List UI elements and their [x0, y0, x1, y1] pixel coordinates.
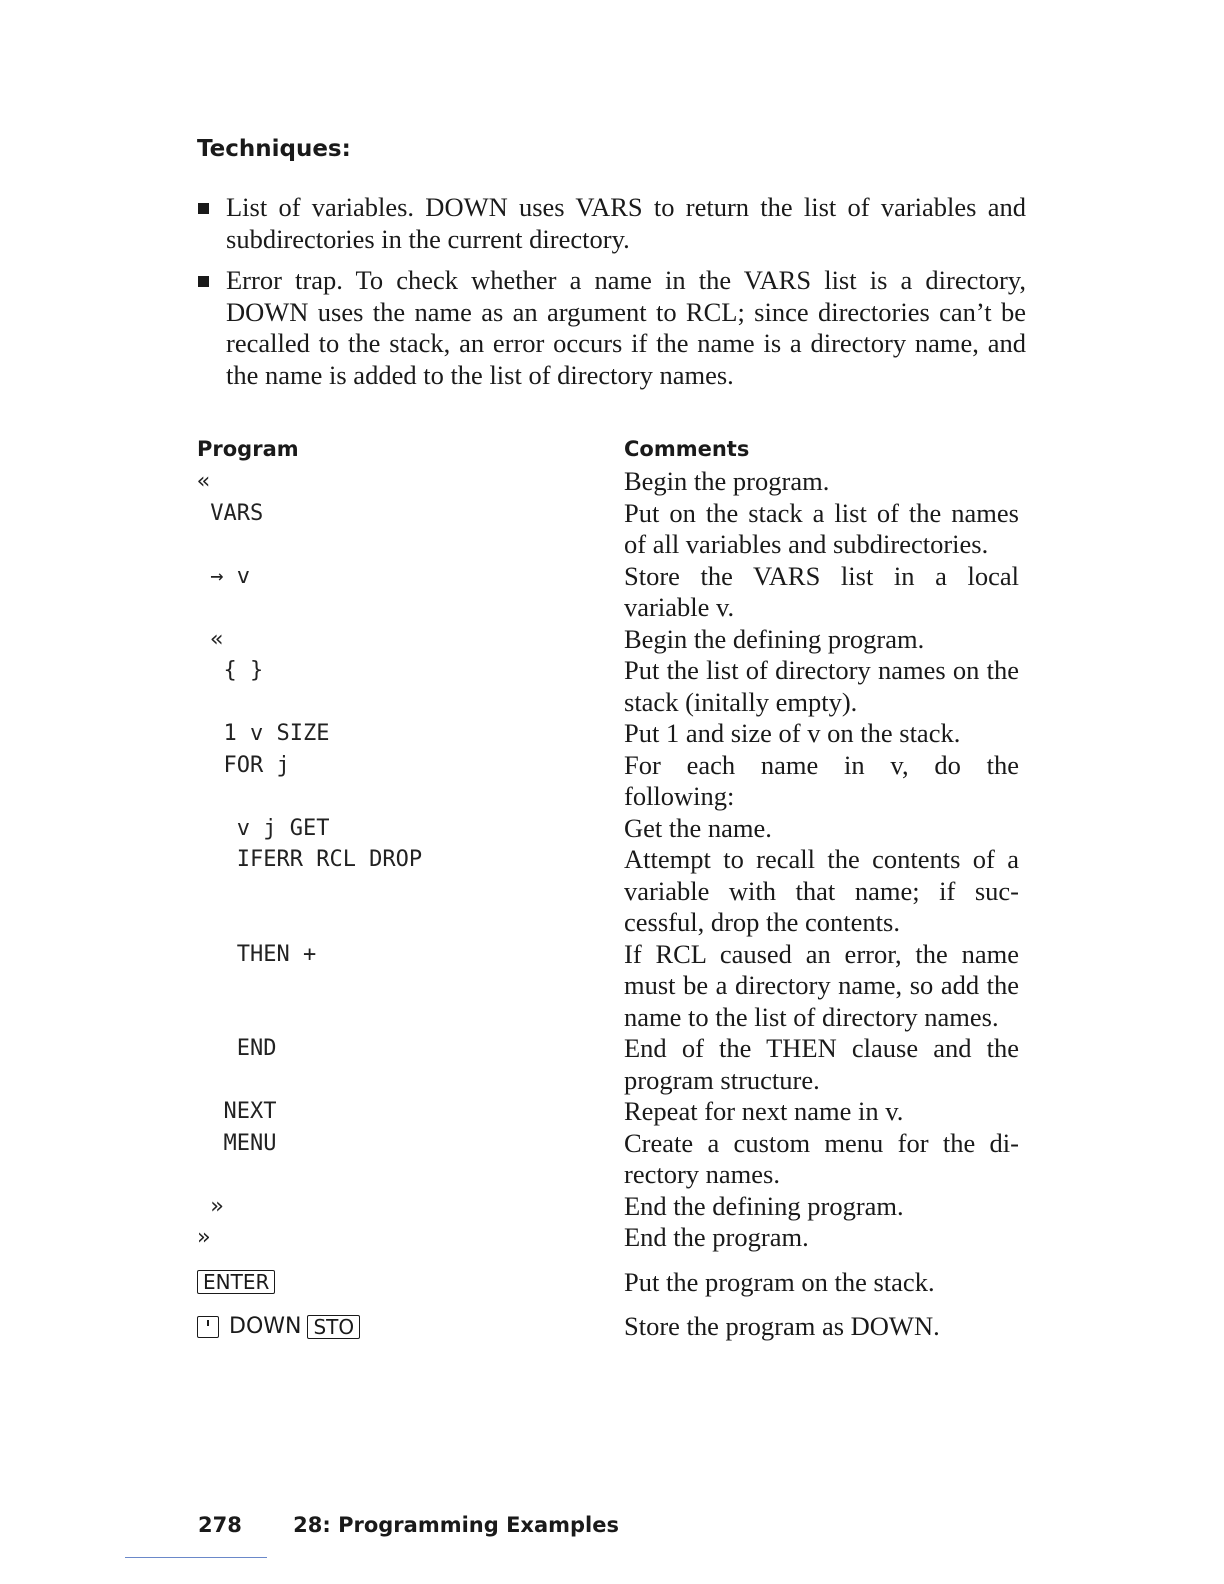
program-row [197, 1128, 1027, 1191]
comment-text: End the defining program. [624, 1190, 904, 1221]
code-line: v j GET [197, 815, 330, 841]
bullet-item [196, 192, 1026, 255]
comment-text: Attempt to recall the contents of a variable with that name; if successful, drop the contents. [624, 844, 1019, 937]
bullet-item [196, 265, 1026, 391]
keystroke-sequence [197, 1311, 624, 1343]
comment-text: Repeat for next name in v. [624, 1096, 904, 1126]
bullet-square-icon [198, 203, 209, 214]
program-row [197, 813, 1027, 845]
comment-text: Store the program as DOWN. [624, 1311, 940, 1341]
footer-rule [125, 1557, 267, 1558]
code-line: MENU [197, 1130, 277, 1156]
page-footer [198, 1513, 619, 1537]
code-line: « [197, 626, 224, 652]
comment-text: End the program. [624, 1222, 809, 1252]
comments-column-header: Comments [624, 437, 750, 461]
comment-text: Create a custom menu for the directory names. [624, 1127, 1019, 1189]
code-line: END [197, 1036, 277, 1061]
keystroke-row [197, 1311, 1027, 1343]
code-line: { } [197, 658, 264, 683]
keystroke-row [197, 1267, 1027, 1299]
comment-text: If RCL caused an error, the name must be a directory name, so add the name to the list of directory names. [624, 938, 1019, 1032]
keystroke-sequence [197, 1267, 624, 1299]
bullet-list [196, 192, 1026, 401]
page-number: 278 [198, 1513, 242, 1537]
code-line: VARS [197, 500, 264, 526]
program-column-header: Program [197, 437, 299, 461]
program-row [197, 750, 1027, 813]
program-row [197, 1033, 1027, 1096]
comment-text: Put on the stack a list of the names of all variables and subdirectories. [624, 497, 1019, 559]
program-name: DOWN [229, 1314, 302, 1339]
program-row [197, 1222, 1027, 1254]
code-line: 1 v SIZE [197, 721, 330, 746]
program-row [197, 939, 1027, 1034]
comment-text: Begin the defining program. [624, 623, 925, 654]
enter-key: ENTER [197, 1270, 275, 1294]
program-row [197, 1096, 1027, 1128]
bullet-text: List of variables. DOWN uses VARS to return the list of variables and subdirectories in the current directory. [226, 192, 1026, 254]
code-line: « [197, 469, 211, 494]
program-row [197, 844, 1027, 939]
program-row [197, 498, 1027, 561]
comment-text: End of the THEN clause and the program structure. [624, 1033, 1019, 1095]
code-line: → v [197, 563, 250, 589]
comment-text: Store the VARS list in a local variable v. [624, 560, 1019, 622]
bullet-square-icon [198, 276, 209, 287]
program-row [197, 718, 1027, 750]
code-line: » [197, 1225, 211, 1250]
program-row [197, 561, 1027, 624]
comment-text: For each name in v, do the following: [624, 749, 1019, 811]
sto-key: STO [307, 1315, 360, 1339]
program-listing [197, 466, 1027, 1343]
comment-text: Put 1 and size of v on the stack. [624, 718, 961, 748]
comment-text: Put the list of directory names on the stack (initally empty). [624, 655, 1019, 717]
program-row [197, 655, 1027, 718]
code-line: THEN + [197, 941, 317, 967]
code-line: FOR j [197, 752, 290, 778]
program-row [197, 466, 1027, 498]
comment-text: Begin the program. [624, 466, 830, 496]
code-line: IFERR RCL DROP [197, 847, 423, 872]
chapter-title: 28: Programming Examples [293, 1513, 619, 1537]
tick-key-icon [197, 1316, 219, 1338]
program-row [197, 624, 1027, 656]
bullet-text: Error trap. To check whether a name in the VARS list is a directory, DOWN uses the name as an argument to RCL; since directories can’t be recalled to the stack, an error occurs if the name is a directory name, and the name is added to the list of directory names. [226, 265, 1026, 390]
code-line: NEXT [197, 1099, 277, 1124]
comment-text: Put the program on the stack. [624, 1266, 935, 1297]
section-heading: Techniques: [197, 136, 351, 162]
code-line: » [197, 1193, 224, 1219]
comment-text: Get the name. [624, 812, 772, 843]
program-row [197, 1191, 1027, 1223]
